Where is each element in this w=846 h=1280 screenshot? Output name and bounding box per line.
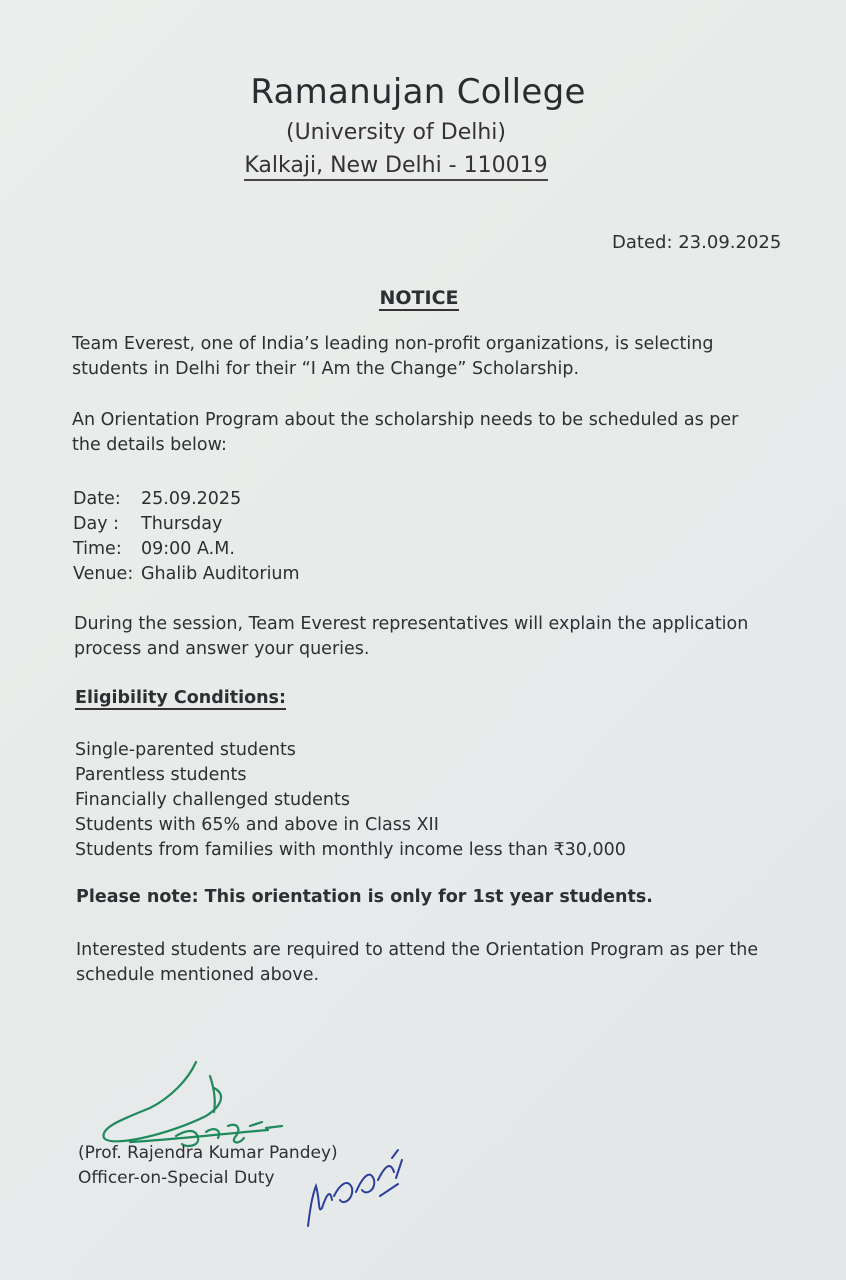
- list-item: Parentless students: [75, 765, 247, 785]
- closing-paragraph: Interested students are required to attend the Orientation Program as per the schedule mentioned above.: [76, 940, 759, 985]
- list-item: Financially challenged students: [75, 790, 350, 810]
- detail-key: Venue:: [73, 564, 134, 584]
- signatory-block: [78, 1141, 338, 1191]
- list-item: Single-parented students: [75, 740, 296, 760]
- signatory-name: (Prof. Rajendra Kumar Pandey): [78, 1143, 338, 1163]
- list-item: Students from families with monthly income less than ₹30,000: [75, 840, 626, 860]
- detail-value: Ghalib Auditorium: [141, 564, 300, 584]
- address-text: Kalkaji, New Delhi - 110019: [244, 153, 547, 181]
- detail-key: Date:: [73, 489, 121, 509]
- signatory-designation: Officer-on-Special Duty: [78, 1168, 275, 1188]
- detail-key: Time:: [73, 539, 122, 559]
- list-item: Students with 65% and above in Class XII: [75, 815, 439, 835]
- eligibility-title-text: Eligibility Conditions:: [75, 688, 286, 708]
- green-signature: [103, 1062, 282, 1146]
- intro-paragraph: Team Everest, one of India’s leading non-profit organizations, is selecting students in Delhi for their “I Am the Change” Scholarship.: [72, 334, 714, 379]
- detail-key: Day :: [73, 514, 120, 534]
- university-name: (University of Delhi): [286, 120, 506, 145]
- detail-value: 25.09.2025: [141, 489, 242, 509]
- notice-title-text: NOTICE: [379, 287, 459, 309]
- orientation-paragraph: An Orientation Program about the scholarship needs to be scheduled as per the details below:: [72, 410, 739, 455]
- please-note: Please note: This orientation is only for 1st year students.: [76, 887, 653, 907]
- detail-value: 09:00 A.M.: [141, 539, 235, 559]
- notice-date: Dated: 23.09.2025: [612, 232, 782, 253]
- college-name: Ramanujan College: [250, 72, 586, 112]
- session-paragraph: During the session, Team Everest representatives will explain the application process and answer your queries.: [74, 614, 749, 659]
- detail-value: Thursday: [141, 514, 223, 534]
